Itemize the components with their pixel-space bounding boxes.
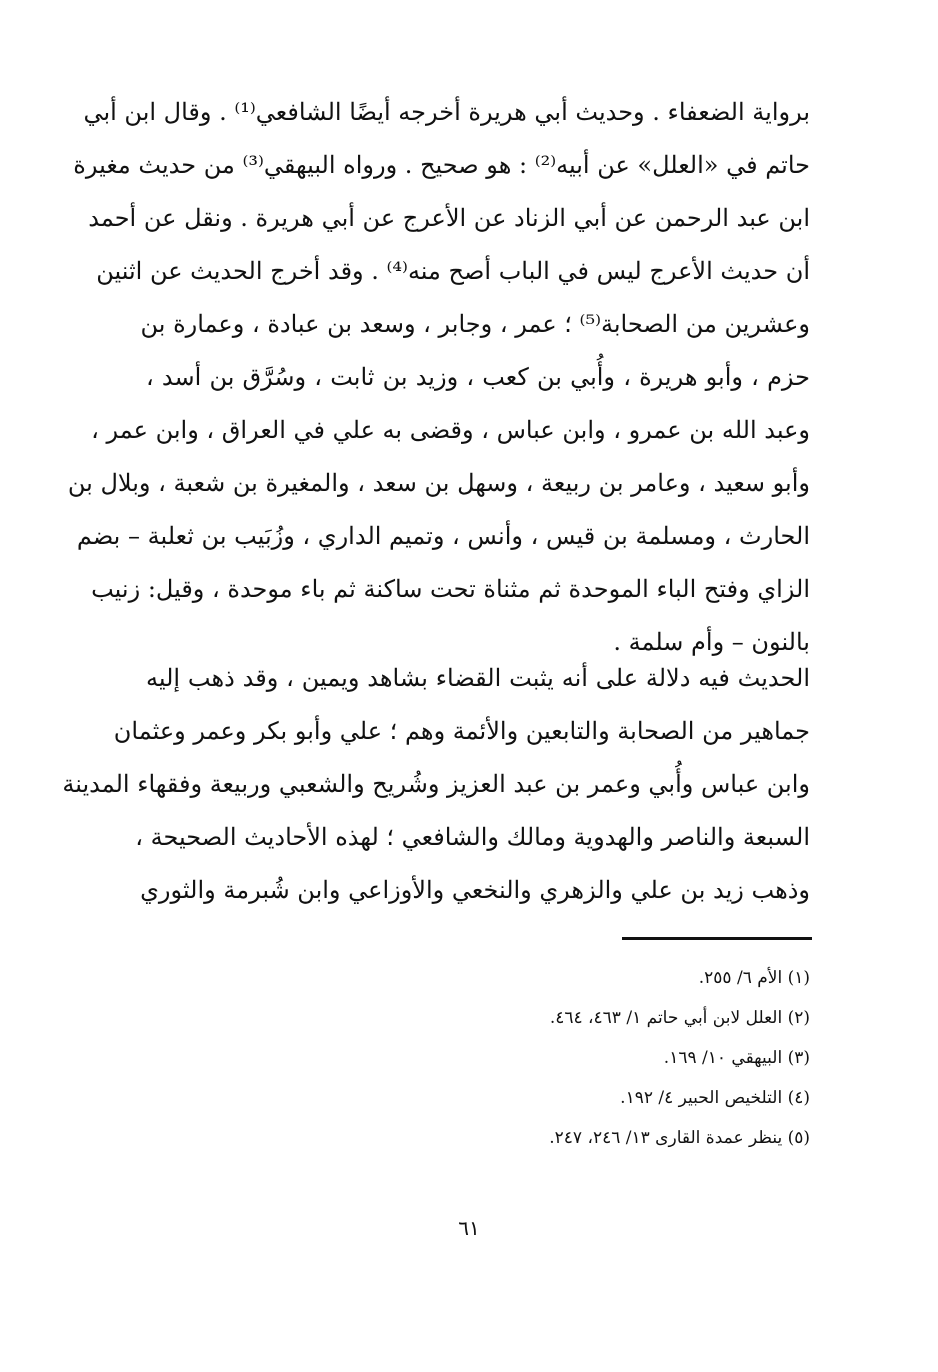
text-line: بالنون – وأم سلمة .	[613, 628, 810, 656]
text-line: حاتم في «العلل» عن أبيه⁽²⁾ : هو صحيح . ورواه البيهقي⁽³⁾ من حديث مغيرة	[73, 151, 810, 179]
text-line: ابن عبد الرحمن عن أبي الزناد عن الأعرج عن أبي هريرة . ونقل عن أحمد	[88, 204, 810, 232]
text-line: السبعة والناصر والهدوية ومالك والشافعي ؛ لهذه الأحاديث الصحيحة ،	[135, 823, 810, 851]
text-line: وذهب زيد بن علي والزهري والنخعي والأوزاعي وابن شُبرمة والثوري	[140, 876, 810, 904]
text-line: جماهير من الصحابة والتابعين والأئمة وهم ؛ علي وأبو بكر وعمر وعثمان	[113, 717, 810, 745]
text-line: برواية الضعفاء . وحديث أبي هريرة أخرجه أيضًا الشافعي⁽¹⁾ . وقال ابن أبي	[83, 98, 810, 126]
text-line: الحارث ، ومسلمة بن قيس ، وأنس ، وتميم الداري ، وزُبَيب بن ثعلبة – بضم	[76, 522, 810, 550]
footnote: (٣) البيهقي ١٠/ ١٦٩.	[663, 1048, 810, 1068]
footnote: (٢) العلل لابن أبي حاتم ١/ ٤٦٣، ٤٦٤.	[549, 1008, 810, 1028]
text-line: الحديث فيه دلالة على أنه يثبت القضاء بشاهد ويمين ، وقد ذهب إليه	[146, 664, 810, 692]
body-paragraph-2	[62, 652, 810, 917]
page-number: ٦١	[458, 1216, 480, 1240]
text-line: الزاي وفتح الباء الموحدة ثم مثناة تحت ساكنة ثم باء موحدة ، وقيل: زنيب	[91, 575, 810, 603]
text-line: وعشرين من الصحابة⁽⁵⁾ ؛ عمر ، وجابر ، وسعد بن عبادة ، وعمارة بن	[140, 310, 810, 338]
footnote: (٥) ينظر عمدة القارى ١٣/ ٢٤٦، ٢٤٧.	[549, 1128, 810, 1148]
text-line: وأبو سعيد ، وعامر بن ربيعة ، وسهل بن سعد ، والمغيرة بن شعبة ، وبلال بن	[67, 469, 810, 497]
footnotes	[146, 958, 810, 1158]
footnote-divider	[622, 937, 812, 940]
text-line: وعبد الله بن عمرو ، وابن عباس ، وقضى به علي في العراق ، وابن عمر ،	[91, 416, 810, 444]
text-line: حزم ، وأبو هريرة ، وأُبي بن كعب ، وزيد بن ثابت ، وسُرَّق بن أسد ،	[146, 363, 810, 391]
body-paragraph-1	[67, 86, 810, 669]
text-line: أن حديث الأعرج ليس في الباب أصح منه⁽⁴⁾ . وقد أخرج الحديث عن اثنين	[96, 257, 810, 285]
footnote: (١) الأم ٦/ ٢٥٥.	[698, 968, 810, 988]
text-line: وابن عباس وأُبي وعمر بن عبد العزيز وشُريح والشعبي وربيعة وفقهاء المدينة	[62, 770, 810, 798]
footnote: (٤) التلخيص الحبير ٤/ ١٩٢.	[620, 1088, 810, 1108]
